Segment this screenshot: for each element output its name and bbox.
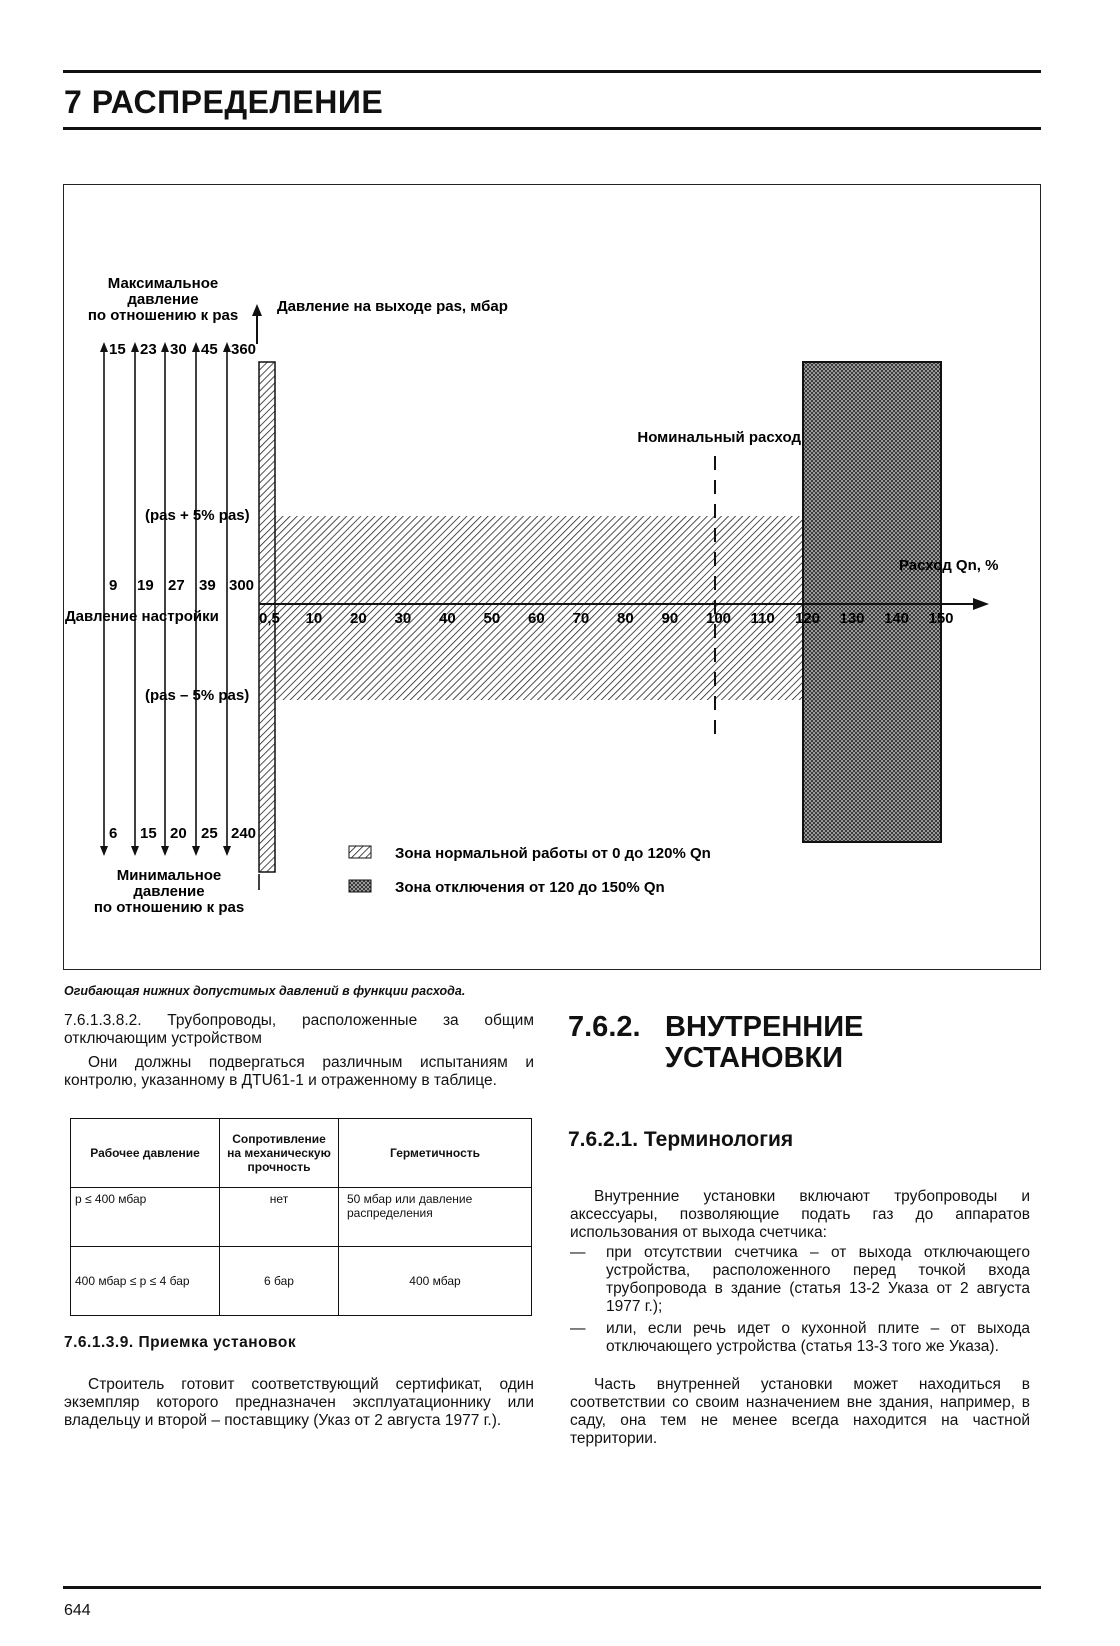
bullet-1-text: при отсутствии счетчика – от выхода отключающего устройства, расположенного перед точкой входа трубопровода в здание (статья 13-2 Указа от 2 августа 1977 г.); [606, 1244, 1030, 1315]
bottom-label-2: давление [133, 883, 205, 900]
plus-label: (pas + 5% pas) [145, 507, 250, 524]
figure-caption: Огибающая нижних допустимых давлений в функции расхода. [64, 984, 466, 998]
axis-tick-label: 40 [439, 610, 456, 627]
chapter-title: 7 РАСПРЕДЕЛЕНИЕ [64, 84, 384, 120]
header-top-rule [63, 70, 1041, 73]
table-cell: нет [220, 1188, 339, 1247]
table-header-cell: Герметичность [339, 1119, 532, 1188]
max-value-2: 23 [140, 341, 157, 358]
minus-label: (pas – 5% pas) [145, 687, 250, 704]
section-heading-number: 7.6.2. [568, 1011, 641, 1043]
closing-text: Часть внутренней установки может находиться в соответствии со своим назначением вне здания, например, в саду, она тем не менее всегда находится на частной территории. [570, 1376, 1030, 1447]
subheading-terminology: 7.6.2.1. Терминология [568, 1128, 794, 1151]
section-heading-line1: ВНУТРЕННИЕ [665, 1011, 864, 1043]
axis-tick-label: 90 [661, 610, 679, 627]
axis-tick-label: 20 [350, 610, 367, 627]
para1-body: Они должны подвергаться различным испытаниям и контролю, указанному в ДTU61-1 и отраженному в таблице. [64, 1054, 534, 1089]
table-cell: p ≤ 400 мбар [71, 1188, 220, 1247]
axis-tick-label: 130 [839, 610, 865, 627]
bullet-2 [570, 1320, 1030, 1356]
axis-tick-label: 100 [706, 610, 732, 627]
cutoff-zone [803, 362, 941, 842]
min-value-5: 240 [231, 825, 257, 842]
flow-label: Расход Qn, % [899, 557, 999, 574]
axis-tick-label: 10 [305, 610, 323, 627]
bullet-dash: — [570, 1320, 586, 1337]
normal-zone-band [275, 516, 805, 700]
table-cell: 400 мбар ≤ p ≤ 4 бар [71, 1247, 220, 1316]
table-cell: 6 бар [220, 1247, 339, 1316]
legend-normal-text: Зона нормальной работы от 0 до 120% Qn [395, 845, 711, 862]
nominal-label: Номинальный расход [637, 429, 801, 446]
footer-rule [63, 1586, 1041, 1589]
min-value-1: 6 [109, 825, 118, 842]
para1-title: 7.6.1.3.8.2. Трубопроводы, расположенные за общим отключающим устройством [64, 1012, 534, 1047]
axis-tick-label: 60 [528, 610, 545, 627]
table-header-cell: Рабочее давление [71, 1119, 220, 1188]
min-value-3: 20 [170, 825, 187, 842]
y-axis-label: Давление на выходе pas, мбар [277, 298, 508, 315]
set-value-3: 27 [168, 577, 185, 594]
axis-tick-label: 120 [795, 610, 821, 627]
axis-tick-label: 30 [394, 610, 412, 627]
legend-normal-swatch [349, 846, 371, 858]
legend-cutoff-text: Зона отключения от 120 до 150% Qn [395, 879, 665, 896]
axis-tick-label: 140 [884, 610, 910, 627]
header-bottom-rule [63, 127, 1041, 130]
axis-tick-label: 50 [483, 610, 501, 627]
table-header-row [71, 1119, 532, 1188]
axis-tick-label: 80 [617, 610, 634, 627]
bullet-2-text: или, если речь идет о кухонной плите – от выхода отключающего устройства (статья 13-3 того же Указа). [606, 1320, 1030, 1355]
para2: Строитель готовит соответствующий сертификат, один экземпляр которого предназначен эксплуатационнику или владельцу и второй – поставщику (Указ от 2 августа 1977 г.). [64, 1376, 534, 1429]
legend-cutoff-swatch [349, 880, 371, 892]
set-value-1: 9 [109, 577, 118, 594]
pressure-flow-diagram [63, 184, 1041, 970]
axis-tick-label: 110 [750, 610, 775, 627]
top-label-1: Максимальное [107, 275, 219, 292]
max-value-4: 45 [201, 341, 218, 358]
bottom-label-3: по отношению к pas [93, 899, 245, 916]
axis-tick-label: 150 [928, 610, 954, 627]
top-label-2: давление [127, 291, 199, 308]
intro-text: Внутренние установки включают трубопроводы и аксессуары, позволяющие подать газ до аппаратов использования от выхода счетчика: [570, 1188, 1030, 1241]
bottom-label-1: Минимальное [116, 867, 222, 884]
table-cell: 400 мбар [339, 1247, 532, 1316]
max-value-3: 30 [170, 341, 187, 358]
top-label-3: по отношению к pas [87, 307, 239, 324]
max-value-1: 15 [109, 341, 126, 358]
axis-tick-label: 0,5 [259, 610, 280, 627]
set-value-4: 39 [199, 577, 216, 594]
set-label: Давление настройки [65, 608, 219, 625]
test-table [70, 1118, 532, 1316]
table-header-cell: Сопротивление на механическую прочность [220, 1119, 339, 1188]
table-row [71, 1247, 532, 1316]
section-title-acceptance: 7.6.1.3.9. Приемка установок [64, 1334, 297, 1351]
table-cell: 50 мбар или давление распределения [339, 1188, 532, 1247]
min-value-2: 15 [140, 825, 157, 842]
axis-tick-label: 70 [572, 610, 590, 627]
set-value-5: 300 [229, 577, 255, 594]
bullet-dash: — [570, 1244, 586, 1261]
min-value-4: 25 [201, 825, 218, 842]
section-heading-line2: УСТАНОВКИ [665, 1042, 844, 1074]
table-row [71, 1188, 532, 1247]
max-value-5: 360 [231, 341, 257, 358]
set-value-2: 19 [137, 577, 154, 594]
bullet-1 [570, 1244, 1030, 1316]
page-number: 644 [64, 1602, 91, 1619]
